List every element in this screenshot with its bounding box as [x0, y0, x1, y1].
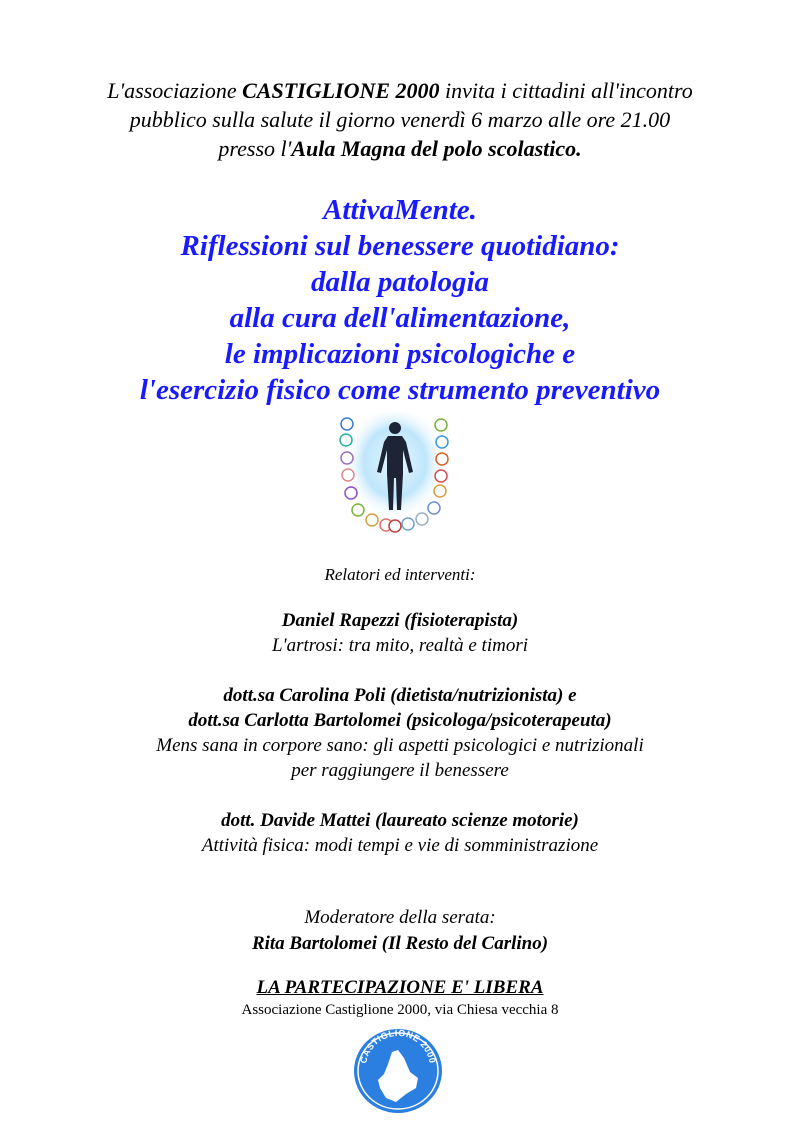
venue-name: Aula Magna del polo scolastico.: [291, 136, 582, 161]
intro-line-1-pre: L'associazione: [107, 78, 243, 103]
castiglione-2000-logo-icon: [352, 1028, 444, 1114]
event-title: [0, 192, 800, 408]
speaker-topic: L'artrosi: tra mito, realtà e timori: [271, 635, 528, 656]
speaker-topic: per raggiungere il benessere: [291, 760, 509, 781]
speaker-block: [0, 608, 800, 658]
speaker-name: Daniel Rapezzi (fisioterapista): [281, 610, 519, 631]
organization-name: CASTIGLIONE 2000: [242, 78, 440, 103]
title-line: le implicazioni psicologiche e: [224, 338, 576, 370]
logo-text: CASTIGLIONE 2000: [358, 1028, 438, 1065]
title-line: l'esercizio fisico come strumento preventivo: [139, 374, 661, 406]
speaker-topic: Mens sana in corpore sano: gli aspetti psicologici e nutrizionali: [156, 735, 644, 756]
speaker-name: dott.sa Carolina Poli (dietista/nutrizionista) e: [223, 685, 577, 706]
intro-line-3: [0, 134, 800, 163]
moderator-name: Rita Bartolomei (Il Resto del Carlino): [251, 933, 549, 954]
speaker-block: [0, 683, 800, 783]
intro-line-1: [0, 76, 800, 105]
intro-text: [0, 76, 800, 163]
title-line: AttivaMente.: [323, 194, 477, 226]
intro-line-1-post: invita i cittadini all'incontro: [439, 78, 693, 103]
speakers-label: Relatori ed interventi:: [324, 565, 476, 584]
intro-line-3-pre: presso l': [218, 136, 292, 161]
human-body-health-icons: [330, 412, 460, 534]
title-line: dalla patologia: [310, 266, 490, 298]
moderator-label: Moderatore della serata:: [304, 907, 496, 928]
speaker-name: dott.sa Carlotta Bartolomei (psicologa/psicoterapeuta): [188, 710, 612, 731]
speaker-name: dott. Davide Mattei (laureato scienze motorie): [221, 810, 579, 831]
free-entry-notice: LA PARTECIPAZIONE E' LIBERA: [256, 977, 544, 998]
moderator-section: [0, 905, 800, 957]
title-line: Riflessioni sul benessere quotidiano:: [180, 230, 620, 262]
association-address: Associazione Castiglione 2000, via Chiesa vecchia 8: [241, 1002, 559, 1018]
speaker-block: [0, 808, 800, 858]
title-line: alla cura dell'alimentazione,: [229, 302, 571, 334]
intro-line-2: pubblico sulla salute il giorno venerdì 6 marzo alle ore 21.00: [129, 107, 671, 132]
speaker-topic: Attività fisica: modi tempi e vie di somministrazione: [201, 835, 599, 856]
